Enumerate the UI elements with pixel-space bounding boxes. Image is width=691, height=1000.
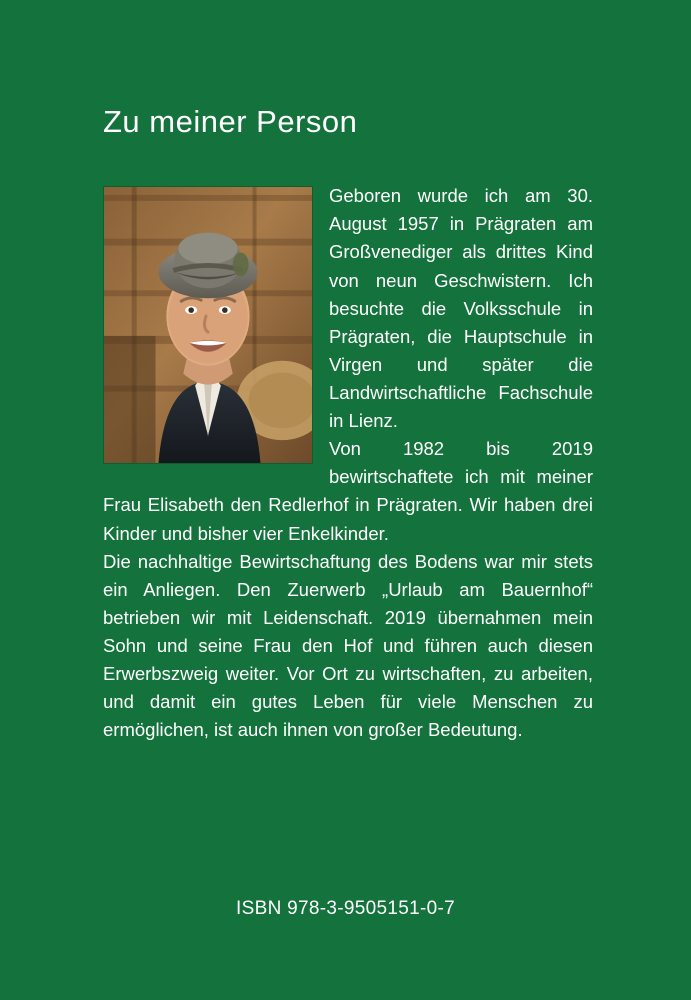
- content-block: [103, 103, 593, 744]
- author-photo-illustration: [104, 187, 312, 463]
- author-photo: [103, 186, 313, 464]
- bio-paragraph-3: Die nachhaltige Bewirtschaftung des Bodens war mir stets ein Anliegen. Den Zuerwerb „Urlaub am Bauernhof“ betrieben wir mit Leidenschaft. 2019 übernahmen mein Sohn und seine Frau den Hof und führen auch diesen Erwerbszweig weiter. Vor Ort zu wirtschaften, zu arbeiten, und damit ein gutes Leben für viele Menschen zu ermöglichen, ist auch ihnen von großer Bedeutung.: [103, 550, 593, 741]
- isbn-text: ISBN 978-3-9505151-0-7: [236, 898, 455, 919]
- page-title: Zu meiner Person: [103, 104, 358, 139]
- bio-paragraph-1: Geboren wurde ich am 30. August 1957 in Prägraten am Großvenediger als drittes Kind von neun Geschwistern. Ich besuchte die Volksschule in Prägraten, die Hauptschule in Virgen und später die Landwirtschaftliche Fachschule in Lienz.: [329, 185, 593, 432]
- bio-paragraph-2: Von 1982 bis 2019 bewirtschaftete ich mit meiner Frau Elisabeth den Redlerhof in Prägraten. Wir haben drei Kinder und bisher vier Enkelkinder.: [103, 438, 593, 544]
